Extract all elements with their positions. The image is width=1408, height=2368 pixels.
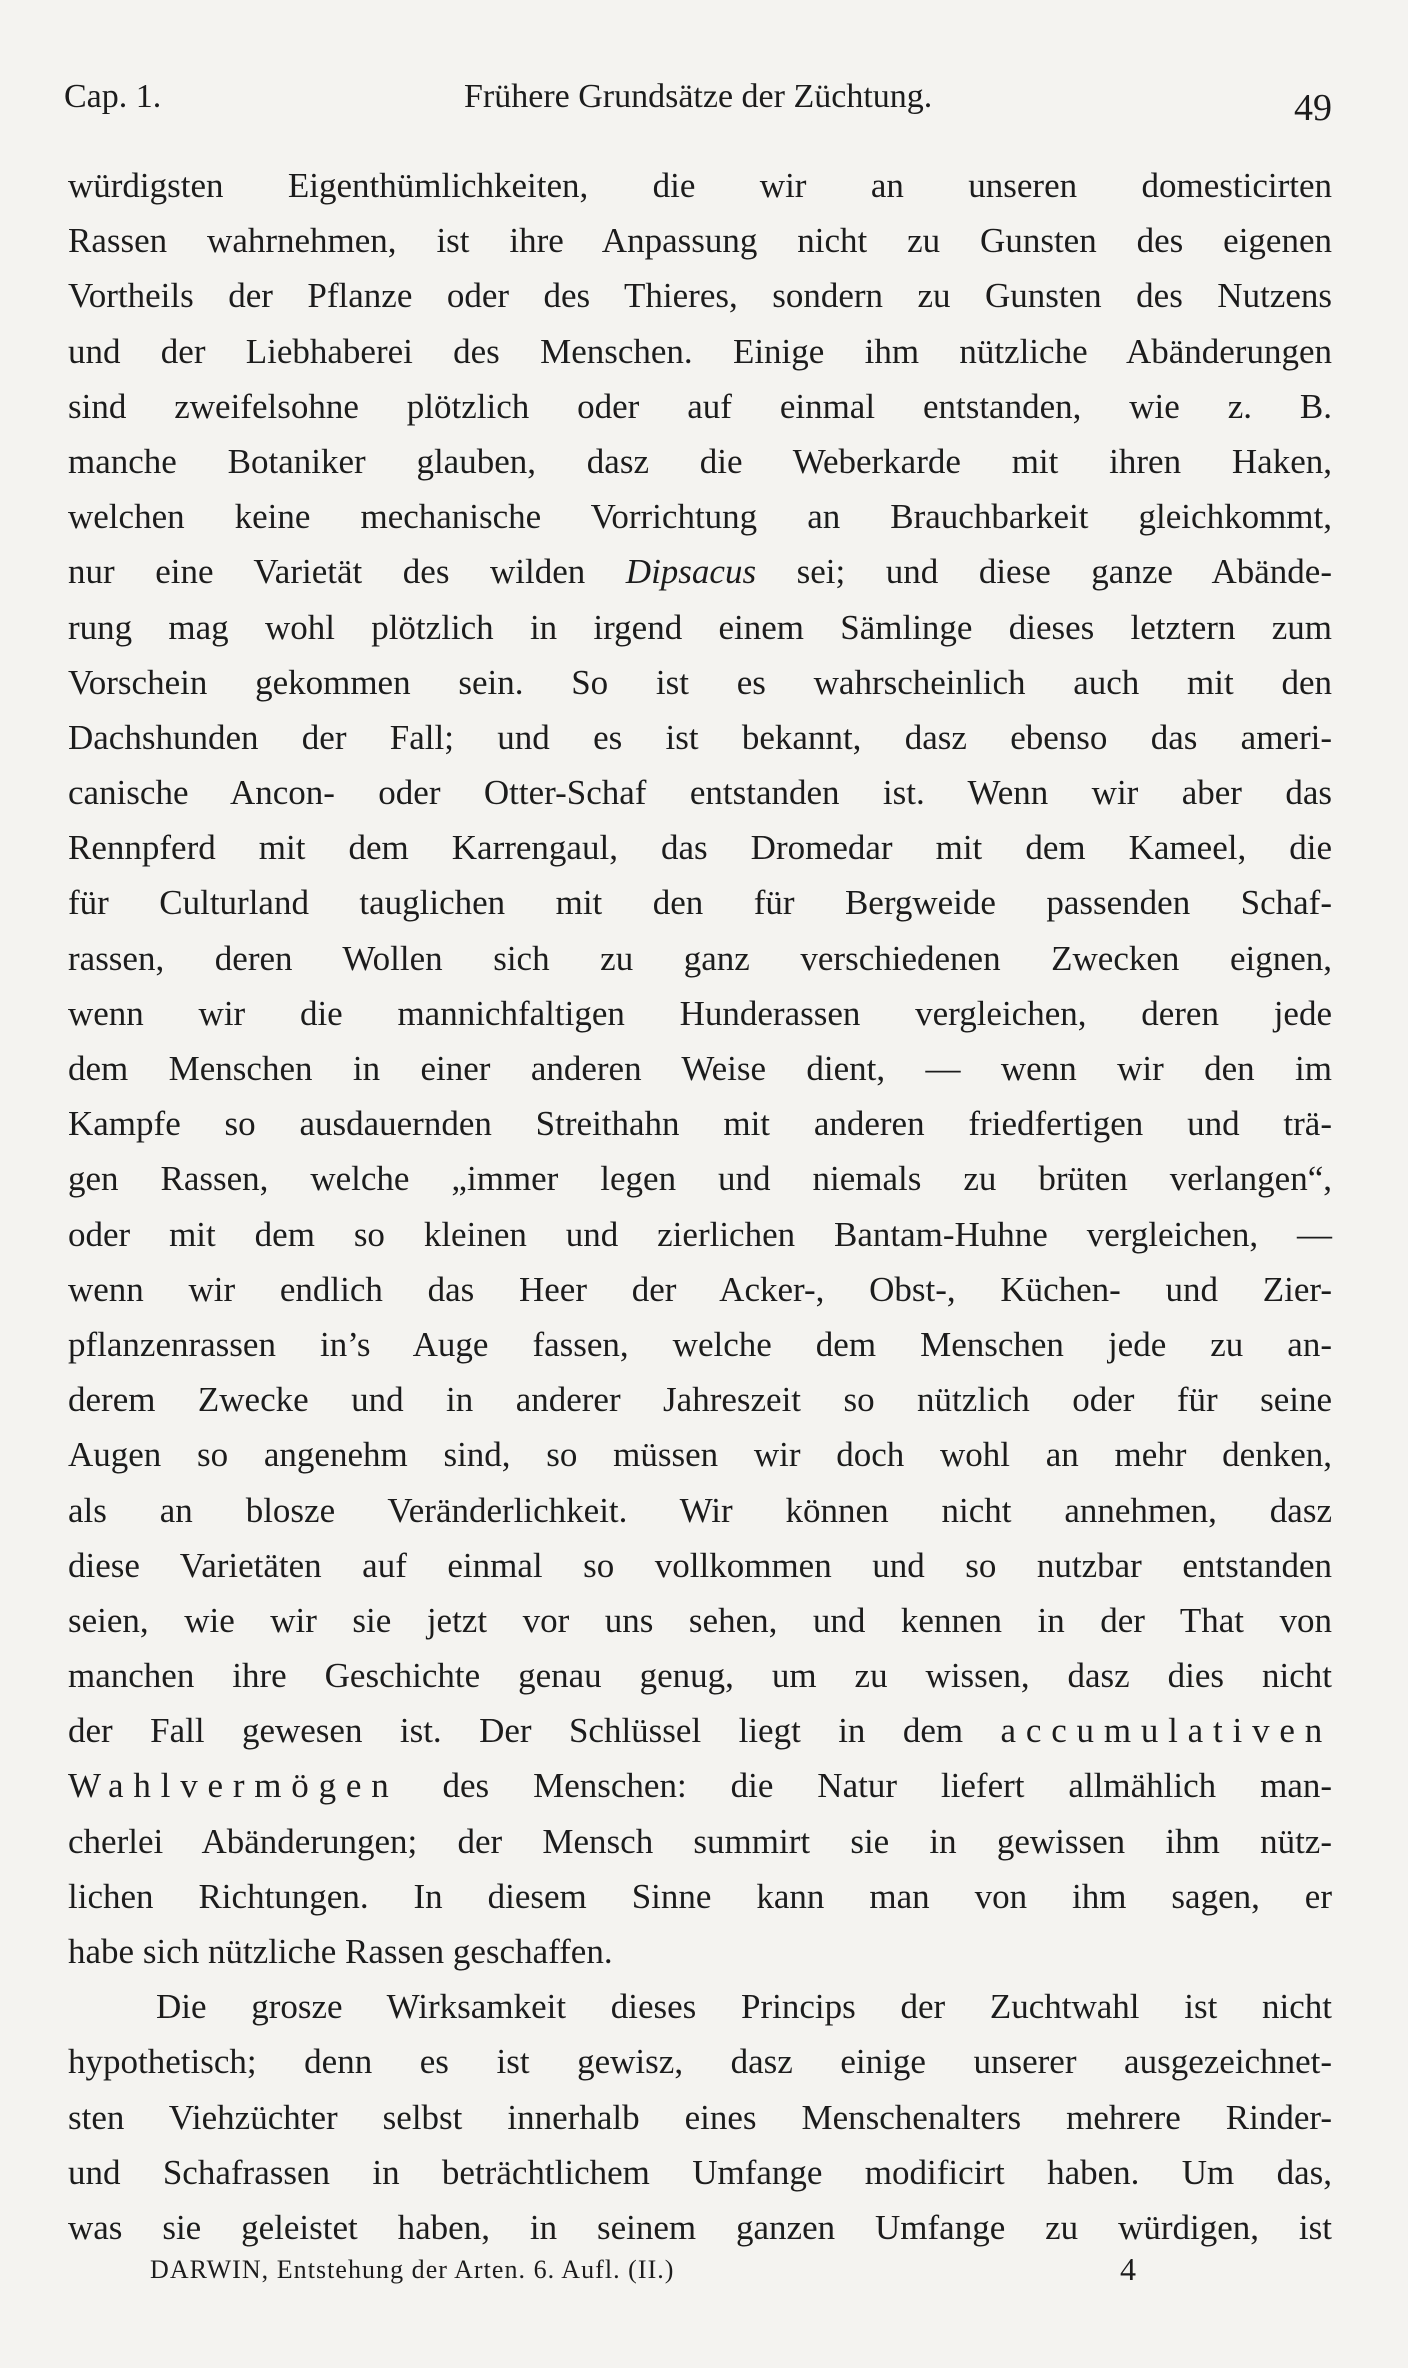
text-line: gen Rassen, welche „immer legen und niemals zu brüten verlangen“, <box>68 1159 1332 1199</box>
printer-signature: DARWIN, Entstehung der Arten. 6. Aufl. (II.) <box>150 2255 675 2284</box>
chapter-label: Cap. 1. <box>64 78 162 115</box>
text-line <box>68 544 1332 599</box>
text-line: dem Menschen in einer anderen Weise dient, — wenn wir den im <box>68 1049 1332 1088</box>
text-line: was sie geleistet haben, in seinem ganzen Umfange zu würdigen, ist <box>68 2207 1332 2247</box>
text-line: sten Viehzüchter selbst innerhalb eines Menschenalters mehrere Rinder- <box>68 2097 1332 2137</box>
text-line: Vortheils der Pflanze oder des Thieres, sondern zu Gunsten des Nutzens <box>68 276 1332 316</box>
text-line: rassen, deren Wollen sich zu ganz verschiedenen Zwecken eignen, <box>68 938 1332 978</box>
text-line: für Culturland tauglichen mit den für Bergweide passenden Schaf- <box>68 883 1332 923</box>
text-segment: nur eine Varietät des wilden <box>68 552 586 592</box>
text-line: cherlei Abänderungen; der Mensch summirt sie in gewissen ihm nütz- <box>68 1821 1332 1861</box>
text-line: und der Liebhaberei des Menschen. Einige ihm nützliche Abänderungen <box>68 331 1332 371</box>
text-line: Vorschein gekommen sein. So ist es wahrscheinlich auch mit den <box>68 662 1332 702</box>
text-line: als an blosze Veränderlichkeit. Wir können nicht annehmen, dasz <box>68 1490 1332 1530</box>
text-line: manchen ihre Geschichte genau genug, um zu wissen, dasz dies nicht <box>68 1656 1332 1696</box>
text-segment: der Fall gewesen ist. Der Schlüssel liegt in dem <box>68 1711 964 1751</box>
body-text <box>68 158 1332 2255</box>
text-line: Kampfe so ausdauernden Streithahn mit anderen friedfertigen und trä- <box>68 1104 1332 1144</box>
italic-term-dipsacus: Dipsacus <box>625 552 757 592</box>
running-title: Frühere Grundsätze der Züchtung. <box>464 78 933 115</box>
paragraph-end-line: habe sich nützliche Rassen geschaffen. <box>68 1932 613 1971</box>
text-line: Rennpferd mit dem Karrengaul, das Dromedar mit dem Kameel, die <box>68 828 1332 868</box>
text-line: sind zweifelsohne plötzlich oder auf einmal entstanden, wie z. B. <box>68 386 1332 426</box>
text-line: welchen keine mechanische Vorrichtung an Brauchbarkeit gleichkommt, <box>68 497 1332 537</box>
text-line: und Schafrassen in beträchtlichem Umfange modificirt haben. Um das, <box>68 2152 1332 2192</box>
text-line: Dachshunden der Fall; und es ist bekannt, dasz ebenso das ameri- <box>68 717 1332 757</box>
text-line: manche Botaniker glauben, dasz die Weberkarde mit ihren Haken, <box>68 441 1332 481</box>
page-number: 49 <box>1294 87 1332 129</box>
paragraph-start-line: Die grosze Wirksamkeit dieses Princips der Zuchtwahl ist nicht <box>156 1987 1332 2027</box>
text-line: diese Varietäten auf einmal so vollkommen und so nutzbar entstanden <box>68 1545 1332 1585</box>
text-segment: sei; und diese ganze Abände- <box>796 552 1332 592</box>
text-line: derem Zwecke und in anderer Jahreszeit so nützlich oder für seine <box>68 1380 1332 1420</box>
spaced-term-wahlvermoegen: Wahlvermögen <box>68 1766 399 1806</box>
signature-number: 4 <box>1120 2251 1136 2287</box>
text-line: canische Ancon- oder Otter-Schaf entstanden ist. Wenn wir aber das <box>68 773 1332 813</box>
text-line: lichen Richtungen. In diesem Sinne kann man von ihm sagen, er <box>68 1876 1332 1916</box>
text-line: seien, wie wir sie jetzt vor uns sehen, und kennen in der That von <box>68 1600 1332 1640</box>
signature-footer <box>150 2251 1150 2305</box>
text-segment: des Menschen: die Natur liefert allmählich man- <box>442 1766 1333 1806</box>
running-header <box>64 78 1332 134</box>
text-line: pflanzenrassen in’s Auge fassen, welche dem Menschen jede zu an- <box>68 1324 1332 1364</box>
text-line: hypothetisch; denn es ist gewisz, dasz einige unserer ausgezeichnet- <box>68 2042 1332 2082</box>
text-line: Rassen wahrnehmen, ist ihre Anpassung nicht zu Gunsten des eigenen <box>68 221 1332 261</box>
text-line: Augen so angenehm sind, so müssen wir doch wohl an mehr denken, <box>68 1435 1332 1475</box>
text-line: wenn wir die mannichfaltigen Hunderassen vergleichen, deren jede <box>68 993 1332 1033</box>
text-line <box>68 1703 1332 1758</box>
spaced-term-accumulativen: accumulativen <box>1000 1711 1333 1751</box>
text-line: würdigsten Eigenthümlichkeiten, die wir an unseren domesticirten <box>68 166 1332 205</box>
text-line <box>68 1758 1332 1813</box>
text-line: rung mag wohl plötzlich in irgend einem Sämlinge dieses letztern zum <box>68 607 1332 647</box>
text-line: wenn wir endlich das Heer der Acker-, Obst-, Küchen- und Zier- <box>68 1269 1332 1309</box>
text-line: oder mit dem so kleinen und zierlichen Bantam-Huhne vergleichen, — <box>68 1214 1332 1254</box>
